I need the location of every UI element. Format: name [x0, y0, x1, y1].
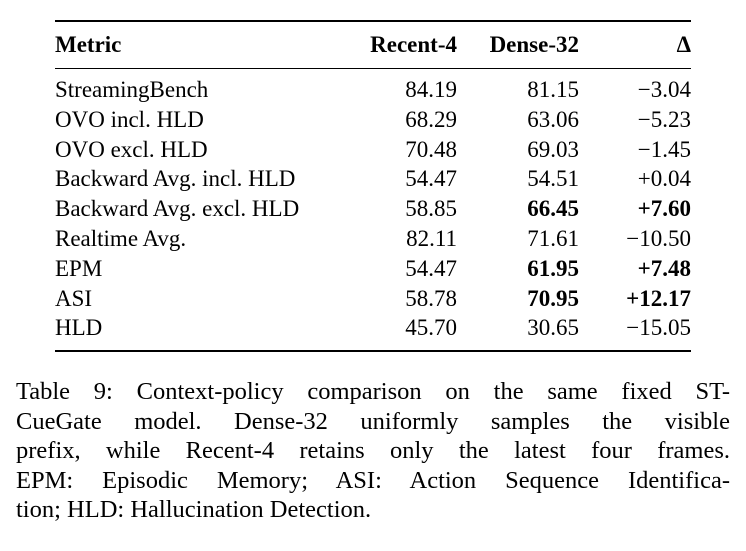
cell-delta: −5.23: [637, 106, 691, 132]
table-body: [55, 68, 691, 343]
cell-recent-4: 70.48: [405, 136, 457, 162]
cell-dense-32: 71.61: [527, 225, 579, 251]
table-row: [55, 164, 691, 194]
caption-line: prefix, while Recent-4 retains only the latest four frames.: [16, 437, 730, 464]
cell-metric: EPM: [55, 255, 103, 281]
cell-metric: StreamingBench: [55, 77, 209, 102]
cell-recent-4: 58.85: [405, 196, 457, 222]
cell-metric: OVO incl. HLD: [55, 106, 204, 132]
table-row: [55, 69, 691, 105]
cell-metric: Backward Avg. excl. HLD: [55, 196, 300, 222]
table-row: [55, 284, 691, 314]
cell-delta: −3.04: [637, 77, 691, 102]
table-row: [55, 254, 691, 284]
cell-dense-32: 54.51: [527, 166, 579, 192]
cell-dense-32: 69.03: [527, 136, 579, 162]
cell-delta: +12.17: [626, 285, 691, 311]
cell-dense-32: 66.45: [527, 196, 579, 222]
table-header-row: [55, 22, 691, 68]
cell-dense-32: 61.95: [527, 255, 579, 281]
caption-line: Table 9: Context-policy comparison on the same fixed ST-: [16, 378, 730, 405]
cell-metric: Backward Avg. incl. HLD: [55, 166, 296, 192]
header-dense-32: Dense-32: [489, 32, 579, 57]
results-table: [55, 20, 691, 352]
header-delta: Δ: [676, 32, 691, 57]
cell-dense-32: 63.06: [527, 106, 579, 132]
table-row: [55, 194, 691, 224]
cell-dense-32: 70.95: [527, 285, 579, 311]
cell-delta: −15.05: [626, 315, 691, 341]
table-bottom-rule: [55, 350, 691, 352]
cell-dense-32: 81.15: [527, 77, 579, 102]
cell-metric: Realtime Avg.: [55, 225, 187, 251]
header-metric: Metric: [55, 32, 122, 57]
table-row: [55, 224, 691, 254]
cell-metric: HLD: [55, 315, 103, 341]
cell-recent-4: 45.70: [405, 315, 457, 341]
cell-delta: −10.50: [626, 225, 691, 251]
cell-metric: ASI: [55, 285, 93, 311]
cell-recent-4: 54.47: [405, 166, 457, 192]
cell-delta: +7.48: [637, 255, 691, 281]
table-row: [55, 135, 691, 165]
table-row: [55, 313, 691, 343]
cell-recent-4: 82.11: [406, 225, 457, 251]
cell-delta: +0.04: [637, 166, 691, 192]
cell-recent-4: 58.78: [405, 285, 457, 311]
caption-line: tion; HLD: Hallucination Detection.: [16, 496, 372, 523]
cell-dense-32: 30.65: [527, 315, 579, 341]
cell-recent-4: 84.19: [405, 77, 457, 102]
cell-recent-4: 68.29: [405, 106, 457, 132]
cell-recent-4: 54.47: [405, 255, 457, 281]
cell-delta: +7.60: [637, 196, 691, 222]
caption-line: CueGate model. Dense-32 uniformly samples the visible: [16, 407, 730, 435]
caption-line: EPM: Episodic Memory; ASI: Action Sequence Identifica-: [16, 466, 730, 494]
cell-metric: OVO excl. HLD: [55, 136, 208, 162]
table-row: [55, 105, 691, 135]
table-caption: [16, 377, 730, 525]
header-recent-4: Recent-4: [370, 32, 457, 57]
cell-delta: −1.45: [637, 136, 691, 162]
